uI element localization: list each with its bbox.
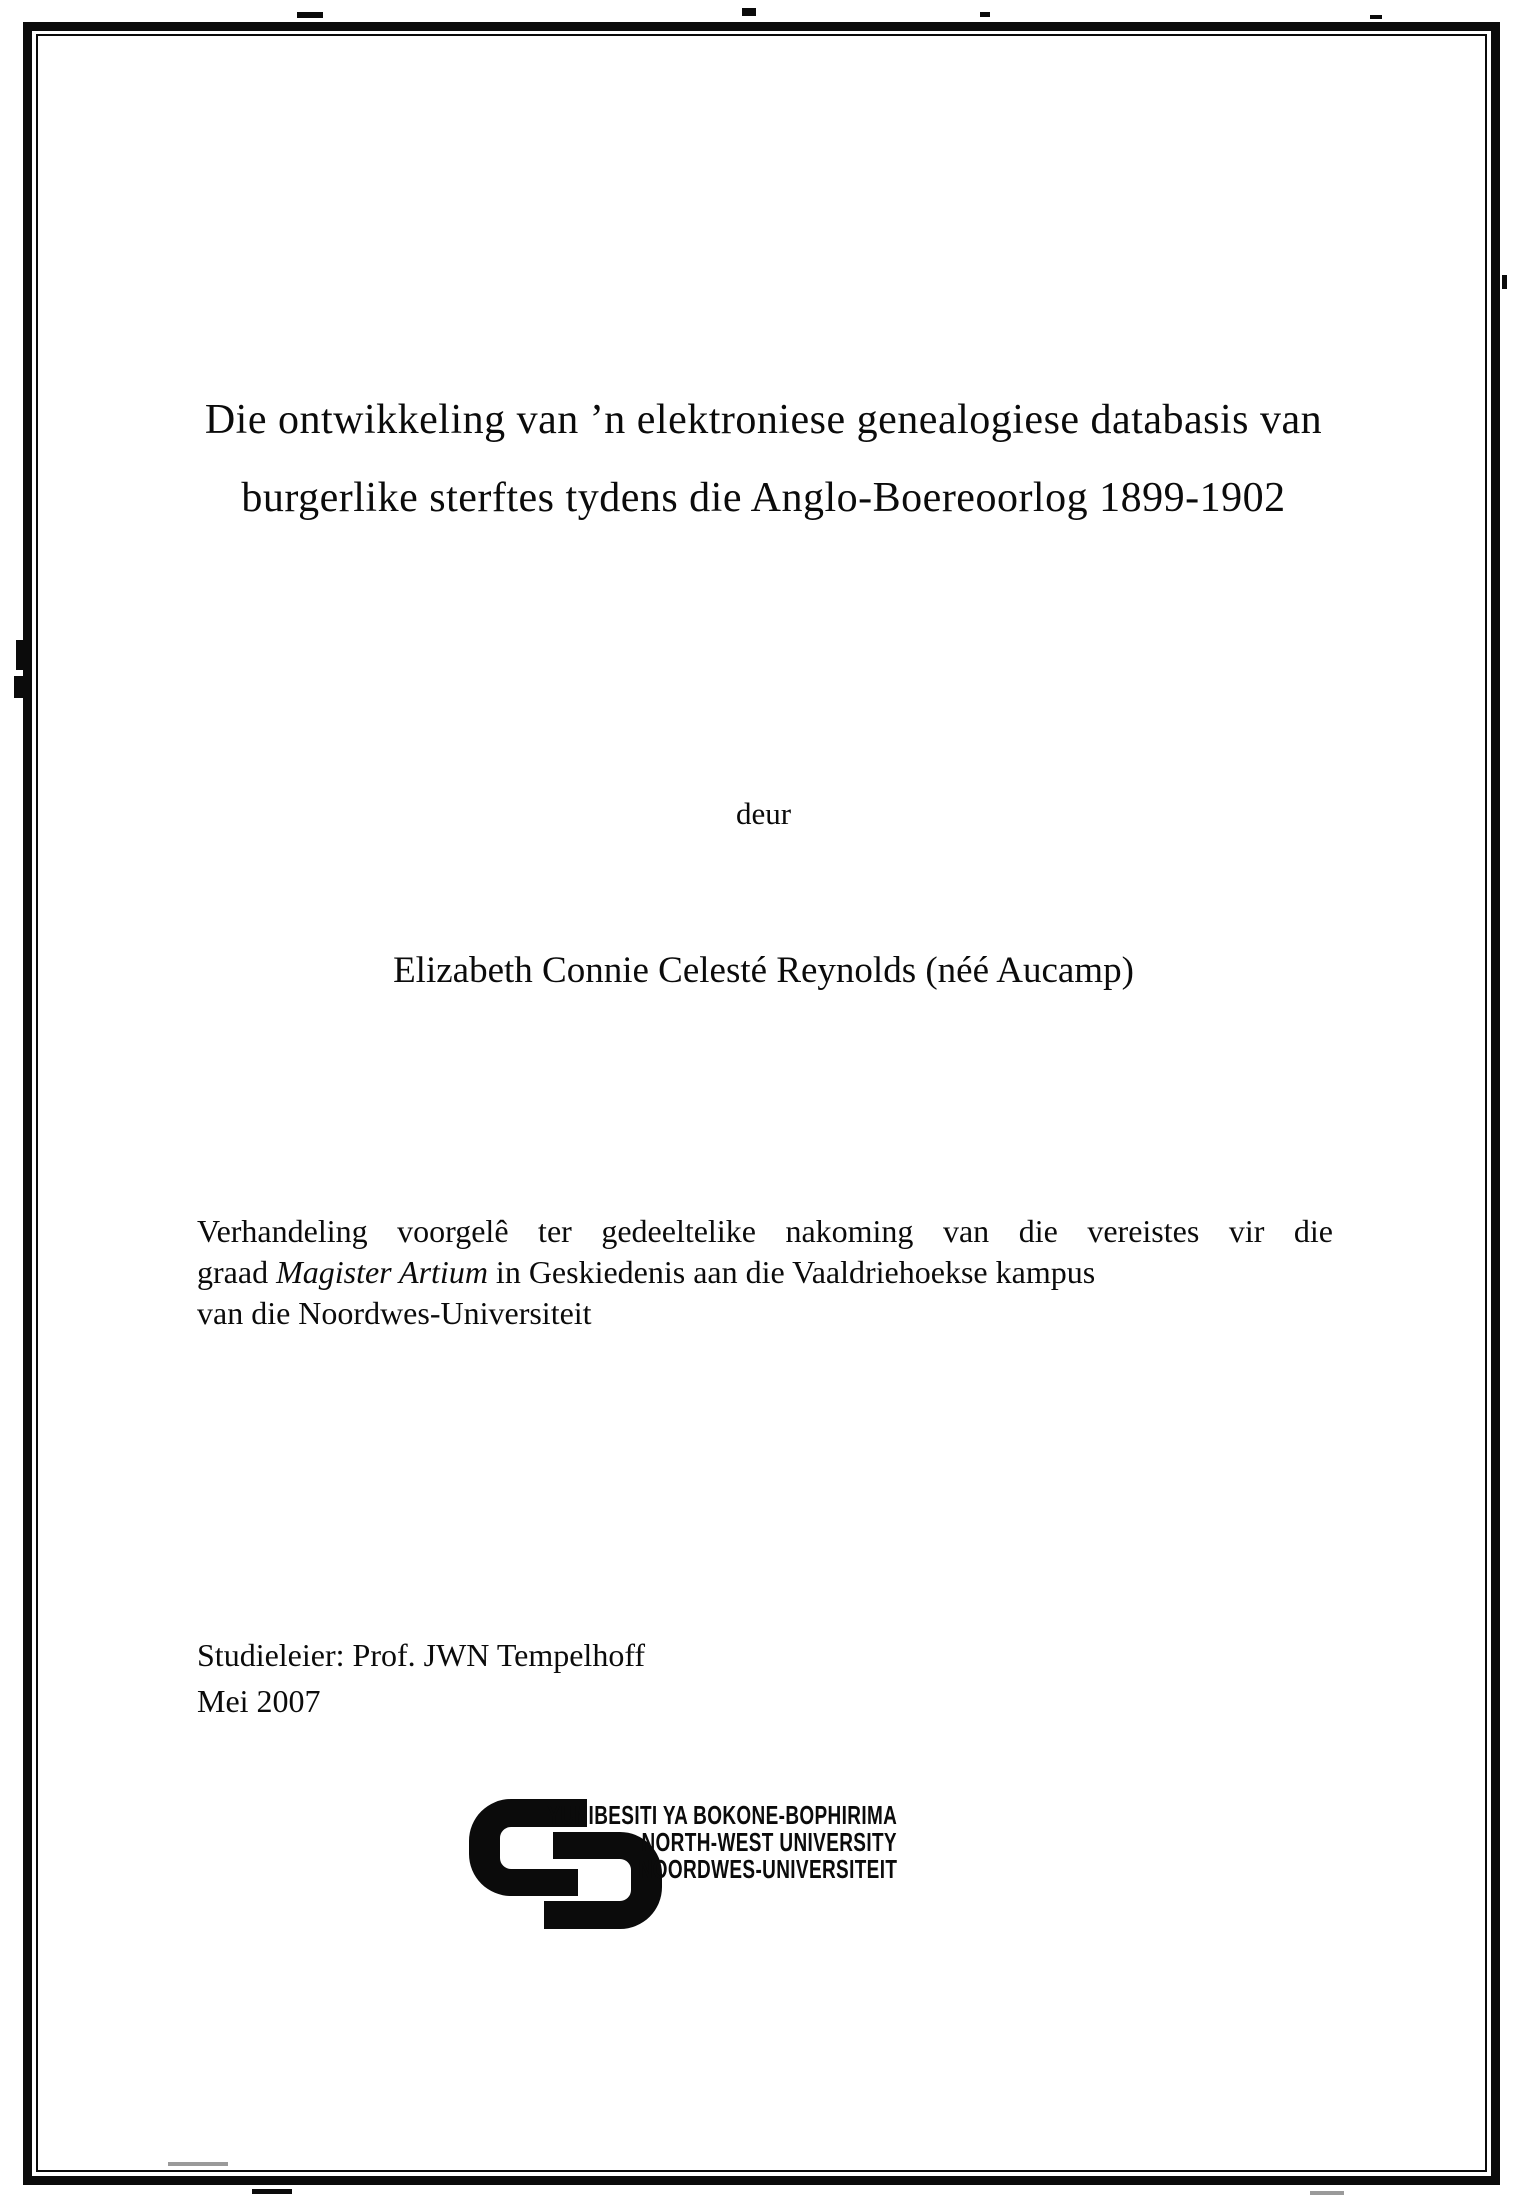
date-line: Mei 2007 bbox=[197, 1683, 321, 1719]
university-name-block bbox=[418, 1802, 897, 1883]
scan-speck bbox=[980, 12, 990, 17]
thesis-title-line2: burgerlike sterftes tydens die Anglo-Boereoorlog 1899-1902 bbox=[241, 475, 1286, 521]
degree-name: Magister Artium bbox=[276, 1254, 488, 1290]
scan-speck bbox=[1370, 15, 1382, 19]
submission-line2-suffix: in Geskiedenis aan die Vaaldriehoekse kampus bbox=[487, 1254, 1096, 1290]
scan-speck bbox=[742, 8, 756, 16]
author-name: Elizabeth Connie Celesté Reynolds (néé Aucamp) bbox=[393, 950, 1134, 991]
scan-speck bbox=[14, 676, 24, 698]
thesis-title bbox=[60, 381, 1467, 537]
scan-speck bbox=[252, 2189, 292, 2194]
scan-speck bbox=[168, 2162, 228, 2166]
university-name-english: NORTH-WEST UNIVERSITY bbox=[641, 1827, 897, 1857]
supervisor-block bbox=[197, 1632, 645, 1724]
scan-speck bbox=[16, 640, 24, 670]
scan-speck bbox=[1310, 2191, 1344, 2195]
supervisor-line: Studieleier: Prof. JWN Tempelhoff bbox=[197, 1637, 646, 1673]
submission-line2 bbox=[197, 1252, 1333, 1293]
byline: deur bbox=[735, 796, 792, 831]
university-name-setswana: YUNIBESITI YA BOKONE-BOPHIRIMA bbox=[547, 1800, 897, 1830]
thesis-title-line1: Die ontwikkeling van ’n elektroniese genealogiese databasis van bbox=[204, 397, 1323, 443]
submission-line1: Verhandeling voorgelê ter gedeeltelike nakoming van die vereistes vir die bbox=[197, 1213, 1333, 1249]
submission-line2-prefix: graad bbox=[197, 1254, 277, 1290]
university-name-afrikaans: NOORDWES-UNIVERSITEIT bbox=[638, 1854, 897, 1884]
submission-statement bbox=[197, 1211, 1333, 1334]
submission-line3: van die Noordwes-Universiteit bbox=[197, 1295, 592, 1331]
scan-speck bbox=[1502, 275, 1507, 289]
scan-speck bbox=[297, 12, 323, 18]
